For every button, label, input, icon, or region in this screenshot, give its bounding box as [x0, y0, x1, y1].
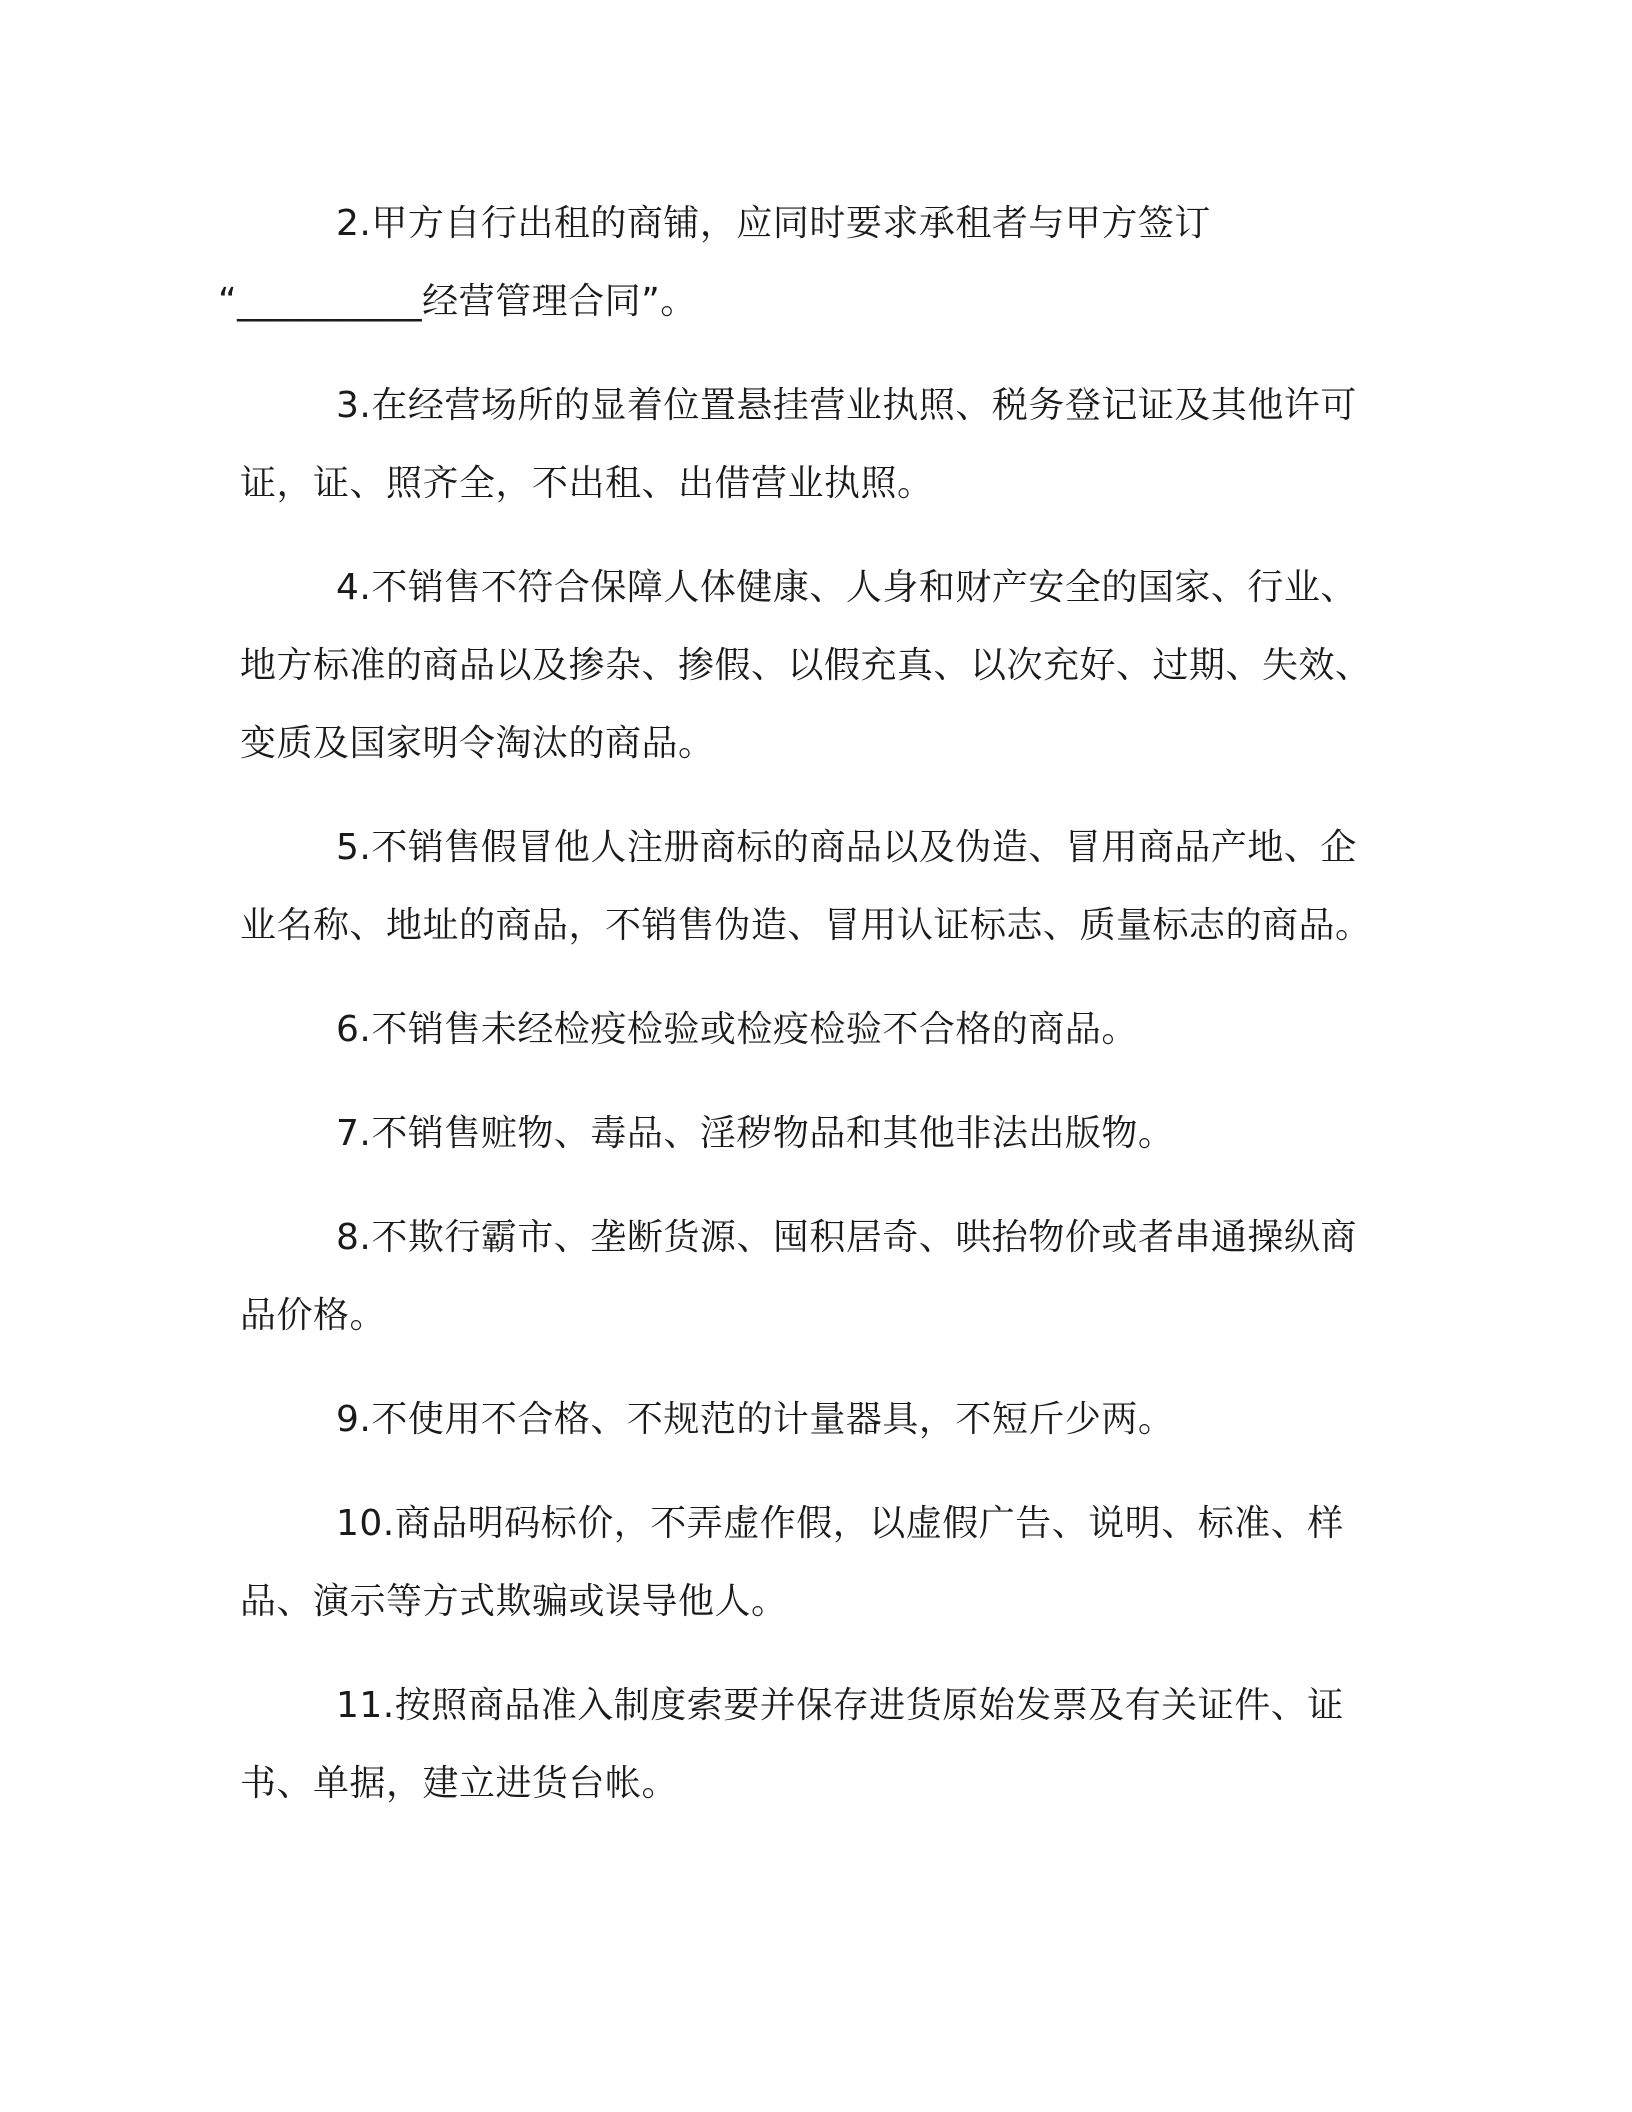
clause-line: 10.商品明码标价，不弄虚作假，以虚假广告、说明、标准、样: [336, 1503, 1344, 1544]
clause-line: 证，证、照齐全，不出租、出借营业执照。: [240, 463, 934, 504]
clause-10: [240, 1485, 1380, 1641]
clause-line: 5.不销售假冒他人注册商标的商品以及伪造、冒用商品产地、企: [336, 827, 1357, 868]
clause-line: 6.不销售未经检疫检验或检疫检验不合格的商品。: [336, 1009, 1138, 1050]
clause-line: “__________经营管理合同”。: [218, 281, 697, 322]
clause-line: 书、单据，建立进货台帐。: [240, 1763, 679, 1804]
clause-2: [218, 185, 1380, 341]
clause-line: 4.不销售不符合保障人体健康、人身和财产安全的国家、行业、: [336, 567, 1357, 608]
clause-9: [240, 1381, 1380, 1459]
clause-line: 3.在经营场所的显着位置悬挂营业执照、税务登记证及其他许可: [336, 385, 1357, 426]
clause-8: [240, 1199, 1380, 1355]
clause-11: [240, 1667, 1380, 1823]
clause-line: 品、演示等方式欺骗或误导他人。: [240, 1581, 788, 1622]
clause-line: 地方标准的商品以及掺杂、掺假、以假充真、以次充好、过期、失效、: [240, 645, 1372, 686]
document-body: [218, 185, 1380, 1849]
clause-line: 11.按照商品准入制度索要并保存进货原始发票及有关证件、证: [336, 1685, 1344, 1726]
clause-line: 7.不销售赃物、毒品、淫秽物品和其他非法出版物。: [336, 1113, 1175, 1154]
clause-line: 9.不使用不合格、不规范的计量器具，不短斤少两。: [336, 1399, 1175, 1440]
clause-line: 业名称、地址的商品，不销售伪造、冒用认证标志、质量标志的商品。: [240, 905, 1372, 946]
clause-line: 8.不欺行霸市、垄断货源、囤积居奇、哄抬物价或者串通操纵商: [336, 1217, 1357, 1258]
clause-7: [240, 1095, 1380, 1173]
clause-line: 品价格。: [240, 1295, 387, 1336]
clause-3: [240, 367, 1380, 523]
clause-line: 变质及国家明令淘汰的商品。: [240, 723, 715, 764]
clause-6: [240, 991, 1380, 1069]
clause-line: 2.甲方自行出租的商铺，应同时要求承租者与甲方签订: [336, 203, 1211, 244]
clause-4: [240, 549, 1380, 783]
clause-5: [240, 809, 1380, 965]
